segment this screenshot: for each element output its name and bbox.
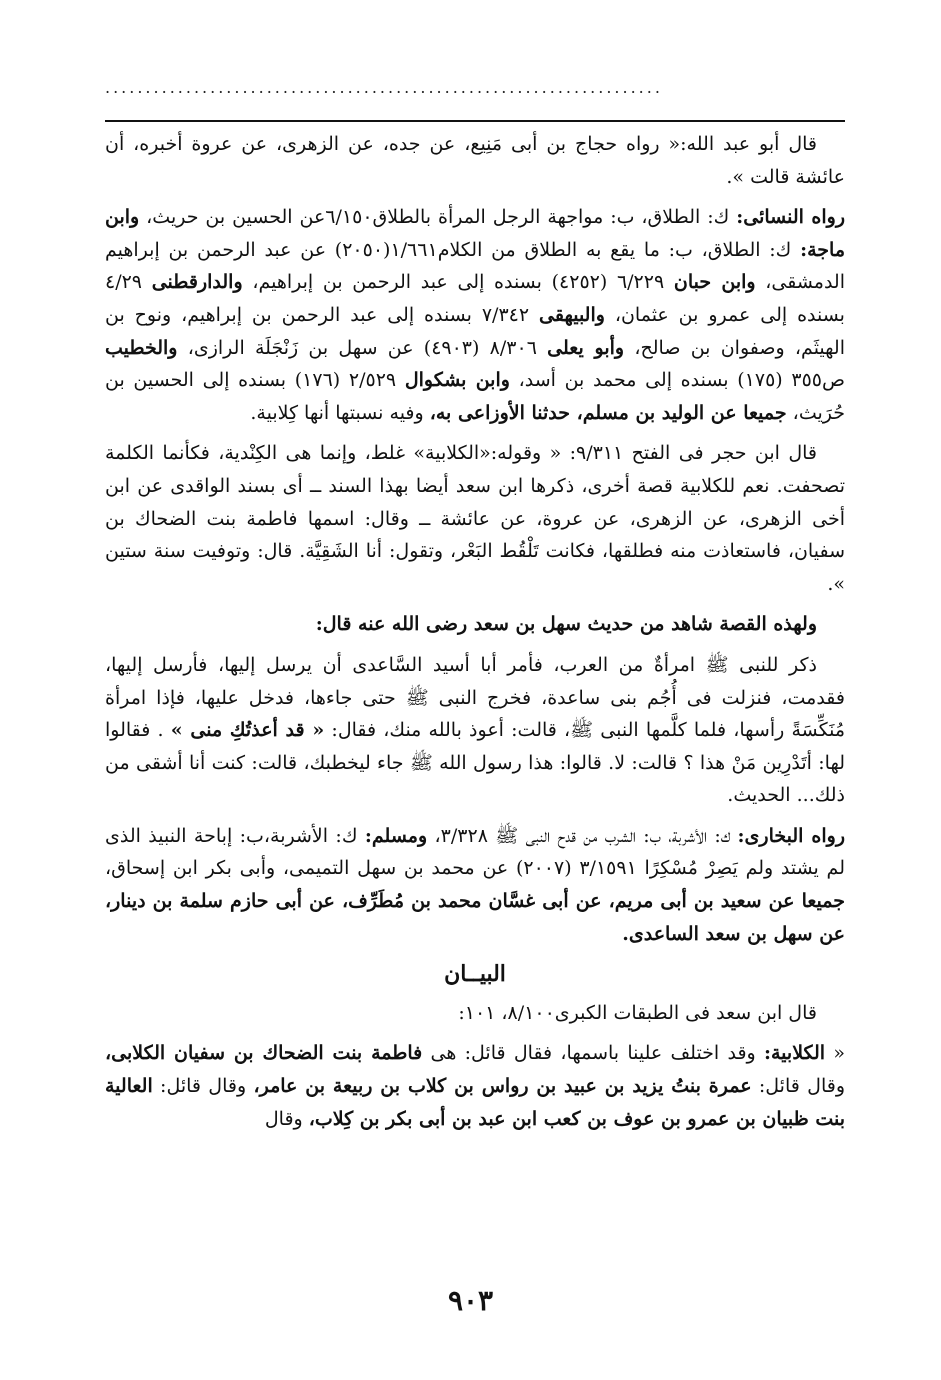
text: ك: الأشربة،ب: إباحة النبيذ الذى لم يشتد ولم يَصِرْ مُسْكِرًا ٣/١٥٩١ (٢٠٠٧) عن محمد بن سهل التميمى، وأبى بكر ابن إسحاق،: [105, 824, 845, 880]
source-nasai: رواه النسائى:: [736, 206, 846, 229]
source-bayhaqi: والبيهقى: [539, 303, 605, 326]
text: ٨/٣٠٦ (٤٩٠٣) عن سهل بن زَنْجَلَة الرازى،: [177, 336, 548, 359]
text: وقال قائل:: [751, 1075, 845, 1098]
term-kilabiyya: الكلابية:: [763, 1042, 826, 1065]
text: ص٣٥٥ (١٧٥) بسنده إلى محمد بن أسد،: [509, 369, 845, 392]
page-body: [105, 128, 845, 1143]
name-aliya: العالية بنت ظبيان بن عمرو بن عوف بن كعب ابن عبد بن أبى بكر بن كِلاب،: [105, 1075, 845, 1130]
chain-summary: جميعا عن سعيد بن أبى مريم، عن أبى غسَّان محمد بن مُطَرِّف، عن أبى حازم سلمة بن دينار، عن سهل بن سعد الساعدى.: [105, 890, 845, 945]
text: وقال: [264, 1107, 309, 1130]
source-ibn-hibban: وابن حبان: [673, 271, 756, 294]
text: ك: الأشربة، ب: الشرب من قدح النبى ﷺ ٣/٣٢٨،: [427, 824, 738, 847]
text: ك: الطلاق، ب: ما يقع به الطلاق من الكلام١/٦٦١(٢٠٥٠) عن عبد الرحمن بن إبراهيم الدمشقى،: [105, 238, 845, 294]
section-heading-bayan: البيــان: [444, 961, 506, 988]
source-abu-yala: وأبو يعلى: [547, 336, 625, 359]
paragraph-shahid-heading: ولهذه القصة شاهد من حديث سهل بن سعد رضى الله عنه قال:: [315, 613, 817, 636]
paragraph-ibn-hajar: قال ابن حجر فى الفتح ٩/٣١١: « وقوله:«الكلابية» غلط، وإنما هى الكِنْدية، فكأنما الكلمة تصحفت. نعم للكلابية قصة أخرى، ذكرها ابن سعد أيضا بهذا السند ــ أى بسند الواقدى عن ابن أخى الزهرى، عن الزهرى، عن عروة، عن عائشة ــ وقال: اسمها فاطمة بنت الضحاك بن سفيان، فاستعاذت منه فطلقها، فكانت تَلْقُط البَعْر، وتقول: أنا الشَقِيَّة. قال: وتوفيت سنة ستين ».: [105, 442, 845, 595]
source-ibn-bashkuwal: وابن بشكوال: [404, 369, 510, 392]
source-ibn-majah: وابن ماجة:: [105, 206, 845, 261]
text: ٢/٥٢٩ (١٧٦) بسنده إلى الحسين بن حُرَيث،: [105, 369, 845, 424]
text: وقد اختلف علينا باسمها، فقال قائل: هى: [422, 1042, 764, 1065]
header-dotted-line: .....................................................................: [105, 78, 663, 97]
text: ٤/٢٩ بسنده إلى عمرو بن عثمان،: [105, 271, 845, 326]
source-khatib: والخطيب: [105, 336, 178, 359]
header-rule: [105, 120, 845, 122]
paragraph-kilabiyya: [105, 1037, 845, 1135]
text: وفيه نسبتها أنها كِلابية.: [250, 401, 430, 424]
text: «: [825, 1042, 845, 1065]
text: ك: الطلاق، ب: مواجهة الرجل المرأة بالطلاق٦/١٥٠عن الحسين بن حريث،: [139, 206, 737, 229]
text: ٧/٣٤٢ بسنده إلى عبد الرحمن بن إبراهيم، ونوح بن الهيثَم، وصفوان بن صالح،: [105, 303, 845, 359]
paragraph-takhrij-bukhari: [105, 820, 845, 950]
text: وقال قائل:: [152, 1075, 254, 1098]
paragraph-takhrij-nasai: [105, 201, 845, 429]
source-muslim: ومسلم:: [364, 824, 428, 847]
paragraph-abu-abdullah: قال أبو عبد الله:« رواه حجاج بن أبى مَنِيع، عن جده، عن الزهرى، عن عروة أخبره، أن عائشة قالت ».: [105, 133, 845, 188]
chain-summary: جميعا عن الوليد بن مسلم، حدثنا الأوزاعى به،: [429, 401, 787, 424]
paragraph-hadith-sahl: [105, 649, 845, 812]
source-bukhari: رواه البخارى:: [737, 824, 845, 847]
text: . فقالوا لها: أتَدْرِين مَنْ هذا ؟ قالت: لا. قالوا: هذا رسول الله ﷺ جاء ليخطبك، قالت: كنت أنا أشقى من ذلك... الحديث.: [105, 719, 845, 807]
text: ٦/٢٢٩ (٤٢٥٢) بسنده إلى عبد الرحمن بن إبراهيم،: [242, 271, 674, 294]
prophet-quote: « قد أعذتُكِ منى »: [170, 719, 325, 742]
name-fatima: فاطمة بنت الضحاك بن سفيان الكلابى،: [105, 1042, 423, 1065]
page-number: ٩٠٣: [447, 1284, 494, 1317]
paragraph-ibn-saad-intro: قال ابن سعد فى الطبقات الكبرى٨/١٠٠، ١٠١:: [458, 1001, 817, 1024]
name-amra: عمرة بنتُ يزيد بن عبيد بن رواس بن كلاب بن ربيعة بن عامر،: [253, 1075, 752, 1098]
source-daraqutni: والدارقطنى: [151, 271, 243, 294]
text: ذكر للنبى ﷺ امرأةٌ من العرب، فأمر أبا أسيد السَّاعدى أن يرسل إليها، فأرسل إليها، فقدمت، فنزلت فى أُجُم بنى ساعدة، فخرج النبى ﷺ حتى جاءها، فدخل عليها، فإذا امرأة مُنَكِّسَةً رأسها، فلما كلَّمها النبى ﷺ، قالت: أعوذ بالله منك، فقال:: [105, 653, 845, 742]
